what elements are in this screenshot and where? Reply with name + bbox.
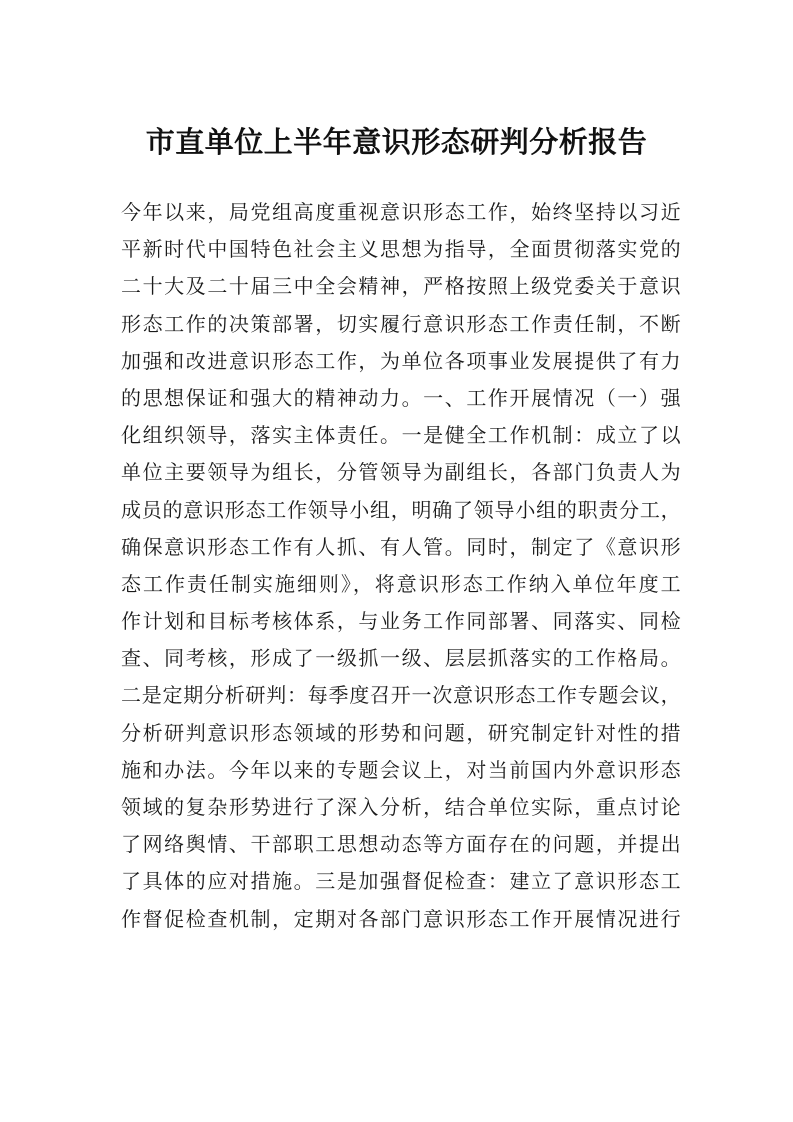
body-line: 了网络舆情、干部职工思想动态等方面存在的问题，并提出 [121,832,681,857]
body-line: 查、同考核，形成了一级抓一级、层层抓落实的工作格局。 [121,646,681,671]
body-line: 成员的意识形态工作领导小组，明确了领导小组的职责分工， [121,497,681,522]
body-line: 二是定期分析研判：每季度召开一次意识形态工作专题会议， [121,683,681,708]
body-line: 的思想保证和强大的精神动力。一、工作开展情况（一）强 [121,385,681,410]
body-line: 二十大及二十届三中全会精神，严格按照上级党委关于意识 [121,274,681,299]
body-line: 化组织领导，落实主体责任。一是健全工作机制：成立了以 [121,423,681,448]
body-line: 确保意识形态工作有人抓、有人管。同时，制定了《意识形 [121,534,681,559]
document-body [121,194,681,938]
body-line: 施和办法。今年以来的专题会议上，对当前国内外意识形态 [121,757,681,782]
body-line: 分析研判意识形态领域的形势和问题，研究制定针对性的措 [121,720,681,745]
body-line: 加强和改进意识形态工作，为单位各项事业发展提供了有力 [121,348,681,373]
body-line: 单位主要领导为组长，分管领导为副组长，各部门负责人为 [121,460,681,485]
body-line: 了具体的应对措施。三是加强督促检查：建立了意识形态工 [121,869,681,894]
body-line: 作计划和目标考核体系，与业务工作同部署、同落实、同检 [121,609,681,634]
body-line: 领域的复杂形势进行了深入分析，结合单位实际，重点讨论 [121,795,681,819]
body-line: 今年以来，局党组高度重视意识形态工作，始终坚持以习近 [121,200,681,224]
body-line: 态工作责任制实施细则》，将意识形态工作纳入单位年度工 [121,571,681,596]
document-title: 市直单位上半年意识形态研判分析报告 [145,125,648,159]
body-line: 形态工作的决策部署，切实履行意识形态工作责任制，不断 [121,311,681,336]
body-line: 平新时代中国特色社会主义思想为指导，全面贯彻落实党的 [121,237,681,262]
body-line: 作督促检查机制，定期对各部门意识形态工作开展情况进行 [121,906,681,931]
